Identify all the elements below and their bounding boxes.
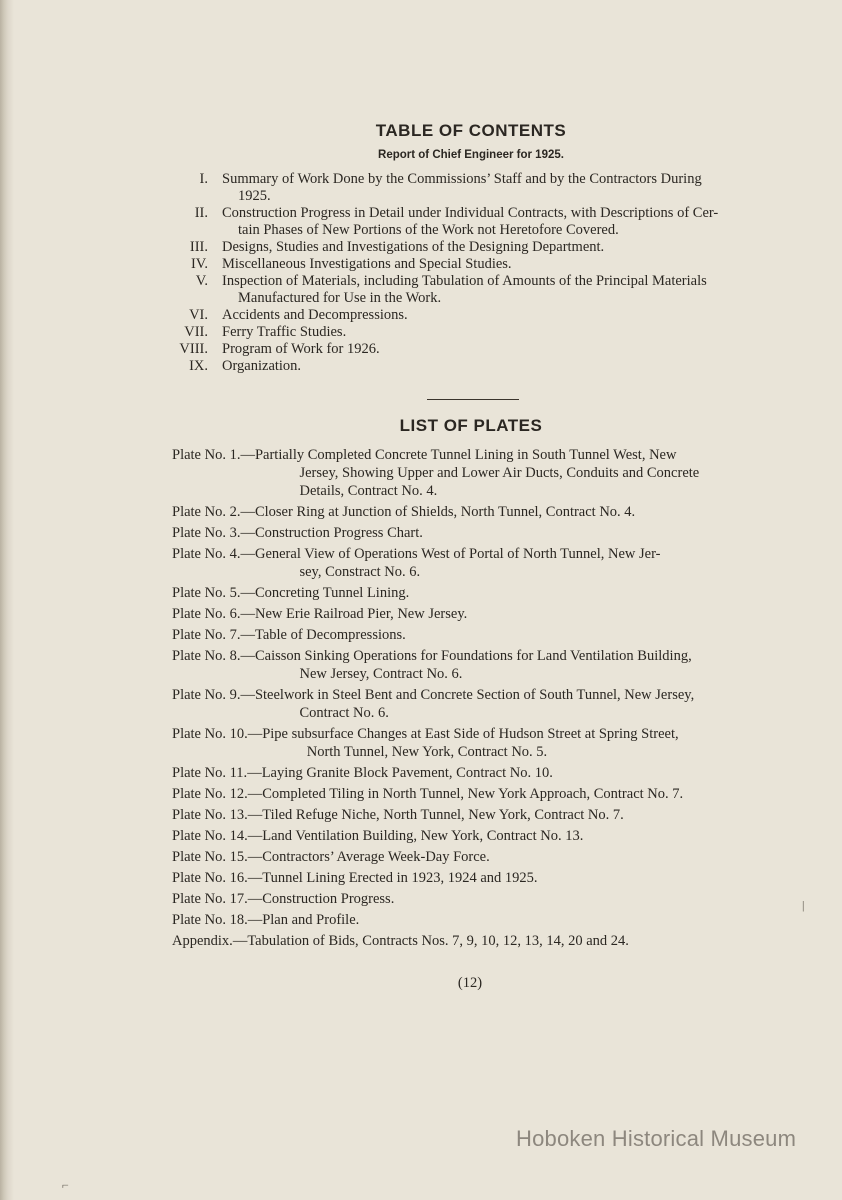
- plate-number: Plate No. 13.: [172, 807, 248, 823]
- toc-item: [160, 341, 780, 358]
- plate-item: [172, 605, 774, 623]
- toc-item-text: Designs, Studies and Investigations of the Designing Department.: [222, 239, 605, 255]
- plate-number: Plate No. 1.: [172, 447, 241, 463]
- toc-item-text: Miscellaneous Investigations and Special Studies.: [222, 256, 512, 272]
- toc-item-text: Inspection of Materials, including Tabulation of Amounts of the Principal Materials: [222, 273, 707, 289]
- plate-caption-continuation: New Jersey, Contract No. 6.: [299, 666, 463, 682]
- plate-number: Plate No. 18.: [172, 912, 248, 928]
- toc-item-continuation: tain Phases of New Portions of the Work not Heretofore Covered.: [238, 222, 619, 238]
- plate-caption-continuation: sey, Constract No. 6.: [299, 564, 421, 580]
- plate-caption-continuation: Details, Contract No. 4.: [299, 483, 438, 499]
- plate-item: [172, 626, 774, 644]
- toc-item-number: I.: [199, 171, 208, 187]
- plate-number: Plate No. 15.: [172, 849, 248, 865]
- toc-item-continuation: Manufactured for Use in the Work.: [238, 290, 442, 306]
- appendix-label: Appendix.: [172, 933, 233, 949]
- plate-number: Plate No. 10.: [172, 726, 248, 742]
- plate-item: [172, 911, 774, 929]
- toc-item-text: Summary of Work Done by the Commissions’ Staff and by the Contractors During: [222, 171, 702, 187]
- plate-item: [172, 869, 774, 887]
- plate-item: [172, 503, 774, 521]
- plate-caption: —General View of Operations West of Portal of North Tunnel, New Jer-: [240, 546, 661, 562]
- plate-item: [172, 545, 774, 581]
- toc-item: [160, 324, 780, 341]
- plate-caption: —Contractors’ Average Week-Day Force.: [247, 849, 490, 865]
- plate-number: Plate No. 17.: [172, 891, 248, 907]
- plate-caption: —New Erie Railroad Pier, New Jersey.: [240, 606, 468, 622]
- plates-title: LIST OF PLATES: [399, 416, 543, 435]
- toc-item-text: Organization.: [222, 358, 302, 374]
- plate-caption: —Laying Granite Block Pavement, Contract No. 10.: [247, 765, 553, 781]
- toc-item-number: IV.: [190, 256, 208, 272]
- plate-caption: —Partially Completed Concrete Tunnel Lining in South Tunnel West, New: [240, 447, 677, 463]
- plate-number: Plate No. 7.: [172, 627, 241, 643]
- toc-item: [160, 239, 780, 256]
- plate-number: Plate No. 11.: [172, 765, 248, 781]
- plate-item: [172, 524, 774, 542]
- toc-title: TABLE OF CONTENTS: [375, 121, 567, 140]
- plate-number: Plate No. 4.: [172, 546, 241, 562]
- plate-number: Plate No. 8.: [172, 648, 241, 664]
- corner-pencil-mark: ⌐: [62, 1178, 69, 1192]
- museum-watermark: Hoboken Historical Museum: [516, 1126, 797, 1151]
- plate-item: [172, 890, 774, 908]
- plate-caption: —Construction Progress.: [247, 891, 395, 907]
- toc-subtitle: Report of Chief Engineer for 1925.: [378, 149, 564, 161]
- section-divider: [427, 399, 519, 400]
- toc-item-number: IX.: [189, 358, 208, 374]
- plate-caption: —Concreting Tunnel Lining.: [240, 585, 410, 601]
- plate-caption-continuation: Contract No. 6.: [299, 705, 389, 721]
- plate-caption-continuation: North Tunnel, New York, Contract No. 5.: [306, 744, 548, 760]
- toc-item-text: Construction Progress in Detail under Individual Contracts, with Descriptions of Cer-: [222, 205, 719, 221]
- plate-number: Plate No. 14.: [172, 828, 248, 844]
- plate-item: [172, 764, 774, 782]
- plate-caption: —Tunnel Lining Erected in 1923, 1924 and 1925.: [247, 870, 538, 886]
- plate-caption: —Land Ventilation Building, New York, Contract No. 13.: [247, 828, 584, 844]
- plate-number: Plate No. 6.: [172, 606, 241, 622]
- toc-list: [160, 171, 780, 375]
- toc-item-number: II.: [194, 205, 208, 221]
- toc-item-continuation: 1925.: [238, 188, 271, 204]
- plate-item: [172, 785, 774, 803]
- appendix-item: [172, 932, 774, 950]
- plate-caption: —Pipe subsurface Changes at East Side of Hudson Street at Spring Street,: [247, 726, 679, 742]
- plate-caption: —Plan and Profile.: [247, 912, 360, 928]
- plate-item: [172, 827, 774, 845]
- page-number: (12): [457, 975, 483, 991]
- appendix-caption: —Tabulation of Bids, Contracts Nos. 7, 9, 10, 12, 13, 14, 20 and 24.: [232, 933, 629, 949]
- plate-item: [172, 647, 774, 683]
- plate-caption: —Closer Ring at Junction of Shields, North Tunnel, Contract No. 4.: [240, 504, 636, 520]
- toc-item: [160, 171, 780, 205]
- plate-caption: —Table of Decompressions.: [240, 627, 406, 643]
- toc-item-text: Accidents and Decompressions.: [222, 307, 408, 323]
- plate-caption-continuation: Jersey, Showing Upper and Lower Air Ducts, Conduits and Concrete: [299, 465, 700, 481]
- plates-list: [172, 446, 774, 950]
- plate-caption: —Tiled Refuge Niche, North Tunnel, New York, Contract No. 7.: [247, 807, 624, 823]
- plate-number: Plate No. 9.: [172, 687, 241, 703]
- plate-item: [172, 725, 774, 761]
- toc-item-text: Ferry Traffic Studies.: [222, 324, 347, 340]
- plate-item: [172, 584, 774, 602]
- toc-item: [160, 256, 780, 273]
- plate-number: Plate No. 2.: [172, 504, 241, 520]
- toc-item-number: III.: [189, 239, 208, 255]
- plate-caption: —Construction Progress Chart.: [240, 525, 423, 541]
- toc-item-number: V.: [195, 273, 208, 289]
- plate-number: Plate No. 5.: [172, 585, 241, 601]
- toc-item-text: Program of Work for 1926.: [222, 341, 380, 357]
- plate-item: [172, 446, 774, 500]
- toc-item: [160, 307, 780, 324]
- plate-item: [172, 686, 774, 722]
- toc-item-number: VIII.: [179, 341, 208, 357]
- toc-item: [160, 273, 780, 307]
- plate-number: Plate No. 3.: [172, 525, 241, 541]
- plate-caption: —Caisson Sinking Operations for Foundations for Land Ventilation Building,: [240, 648, 692, 664]
- toc-item: [160, 358, 780, 375]
- toc-item: [160, 205, 780, 239]
- margin-tick-mark: |: [802, 898, 805, 912]
- page-edge-shadow: [0, 0, 14, 1200]
- plate-number: Plate No. 12.: [172, 786, 248, 802]
- plate-caption: —Steelwork in Steel Bent and Concrete Section of South Tunnel, New Jersey,: [240, 687, 695, 703]
- toc-item-number: VI.: [189, 307, 208, 323]
- plate-item: [172, 848, 774, 866]
- plate-caption: —Completed Tiling in North Tunnel, New York Approach, Contract No. 7.: [247, 786, 684, 802]
- toc-item-number: VII.: [184, 324, 208, 340]
- plate-item: [172, 806, 774, 824]
- plate-number: Plate No. 16.: [172, 870, 248, 886]
